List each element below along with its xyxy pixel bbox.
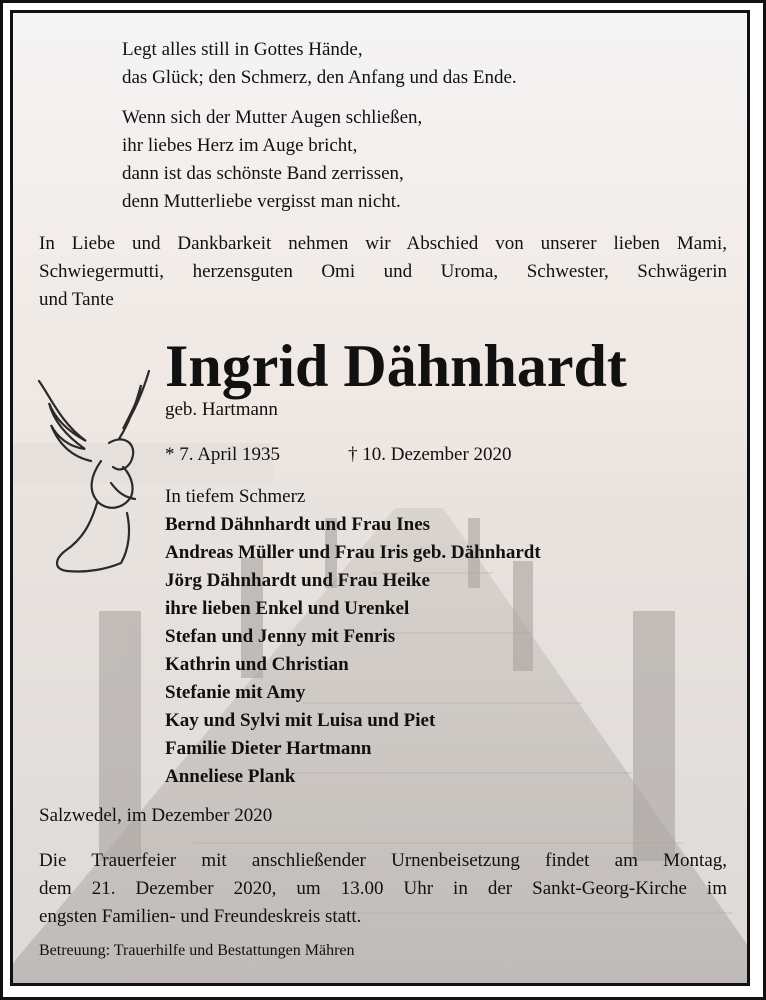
mourners-heading: In tiefem Schmerz [165, 486, 306, 507]
funeral-line: dem 21. Dezember 2020, um 13.00 Uhr in der Sankt-Georg-Kirche im [39, 878, 727, 899]
poem-line: denn Mutterliebe vergisst man nicht. [122, 191, 401, 212]
poem [122, 36, 722, 228]
maiden-name: geb. Hartmann [165, 399, 278, 420]
funeral-line: Die Trauerfeier mit anschließender Urnenbeisetzung findet am Montag, [39, 850, 727, 871]
funeral-care-credit: Betreuung: Trauerhilfe und Bestattungen Mähren [39, 942, 355, 959]
intro-line: Schwiegermutti, herzensguten Omi und Uroma, Schwester, Schwägerin [39, 261, 727, 282]
poem-line: das Glück; den Schmerz, den Anfang und das Ende. [122, 67, 517, 88]
mourner-name: Andreas Müller und Frau Iris geb. Dähnhardt [165, 542, 541, 563]
mourner-name: ihre lieben Enkel und Urenkel [165, 598, 410, 619]
funeral-details [39, 847, 727, 931]
angel-icon [31, 363, 161, 578]
mourner-name: Bernd Dähnhardt und Frau Ines [165, 514, 431, 535]
mourner-name: Kay und Sylvi mit Luisa und Piet [165, 710, 436, 731]
mourner-name: Stefanie mit Amy [165, 682, 306, 703]
intro-line: In Liebe und Dankbarkeit nehmen wir Abschied von unserer lieben Mami, [39, 233, 727, 254]
mourner-name: Anneliese Plank [165, 766, 296, 787]
poem-line: ihr liebes Herz im Auge bricht, [122, 135, 358, 156]
birth-date: * 7. April 1935 [165, 444, 281, 465]
obituary-card [10, 10, 750, 986]
mourner-name: Stefan und Jenny mit Fenris [165, 626, 396, 647]
intro-text [39, 230, 727, 314]
mourner-name: Kathrin und Christian [165, 654, 349, 675]
poem-line: Legt alles still in Gottes Hände, [122, 39, 363, 60]
poem-line: dann ist das schönste Band zerrissen, [122, 163, 404, 184]
intro-line: und Tante [39, 289, 114, 310]
place-date: Salzwedel, im Dezember 2020 [39, 805, 273, 826]
mourners-list [165, 511, 541, 791]
death-date: † 10. Dezember 2020 [348, 444, 512, 465]
mourner-name: Jörg Dähnhardt und Frau Heike [165, 570, 430, 591]
mourner-name: Familie Dieter Hartmann [165, 738, 372, 759]
funeral-line: engsten Familien- und Freundeskreis statt. [39, 906, 362, 927]
poem-stanza-2 [122, 104, 722, 216]
deceased-name: Ingrid Dähnhardt [165, 333, 627, 399]
poem-line: Wenn sich der Mutter Augen schließen, [122, 107, 423, 128]
poem-stanza-1 [122, 36, 722, 92]
